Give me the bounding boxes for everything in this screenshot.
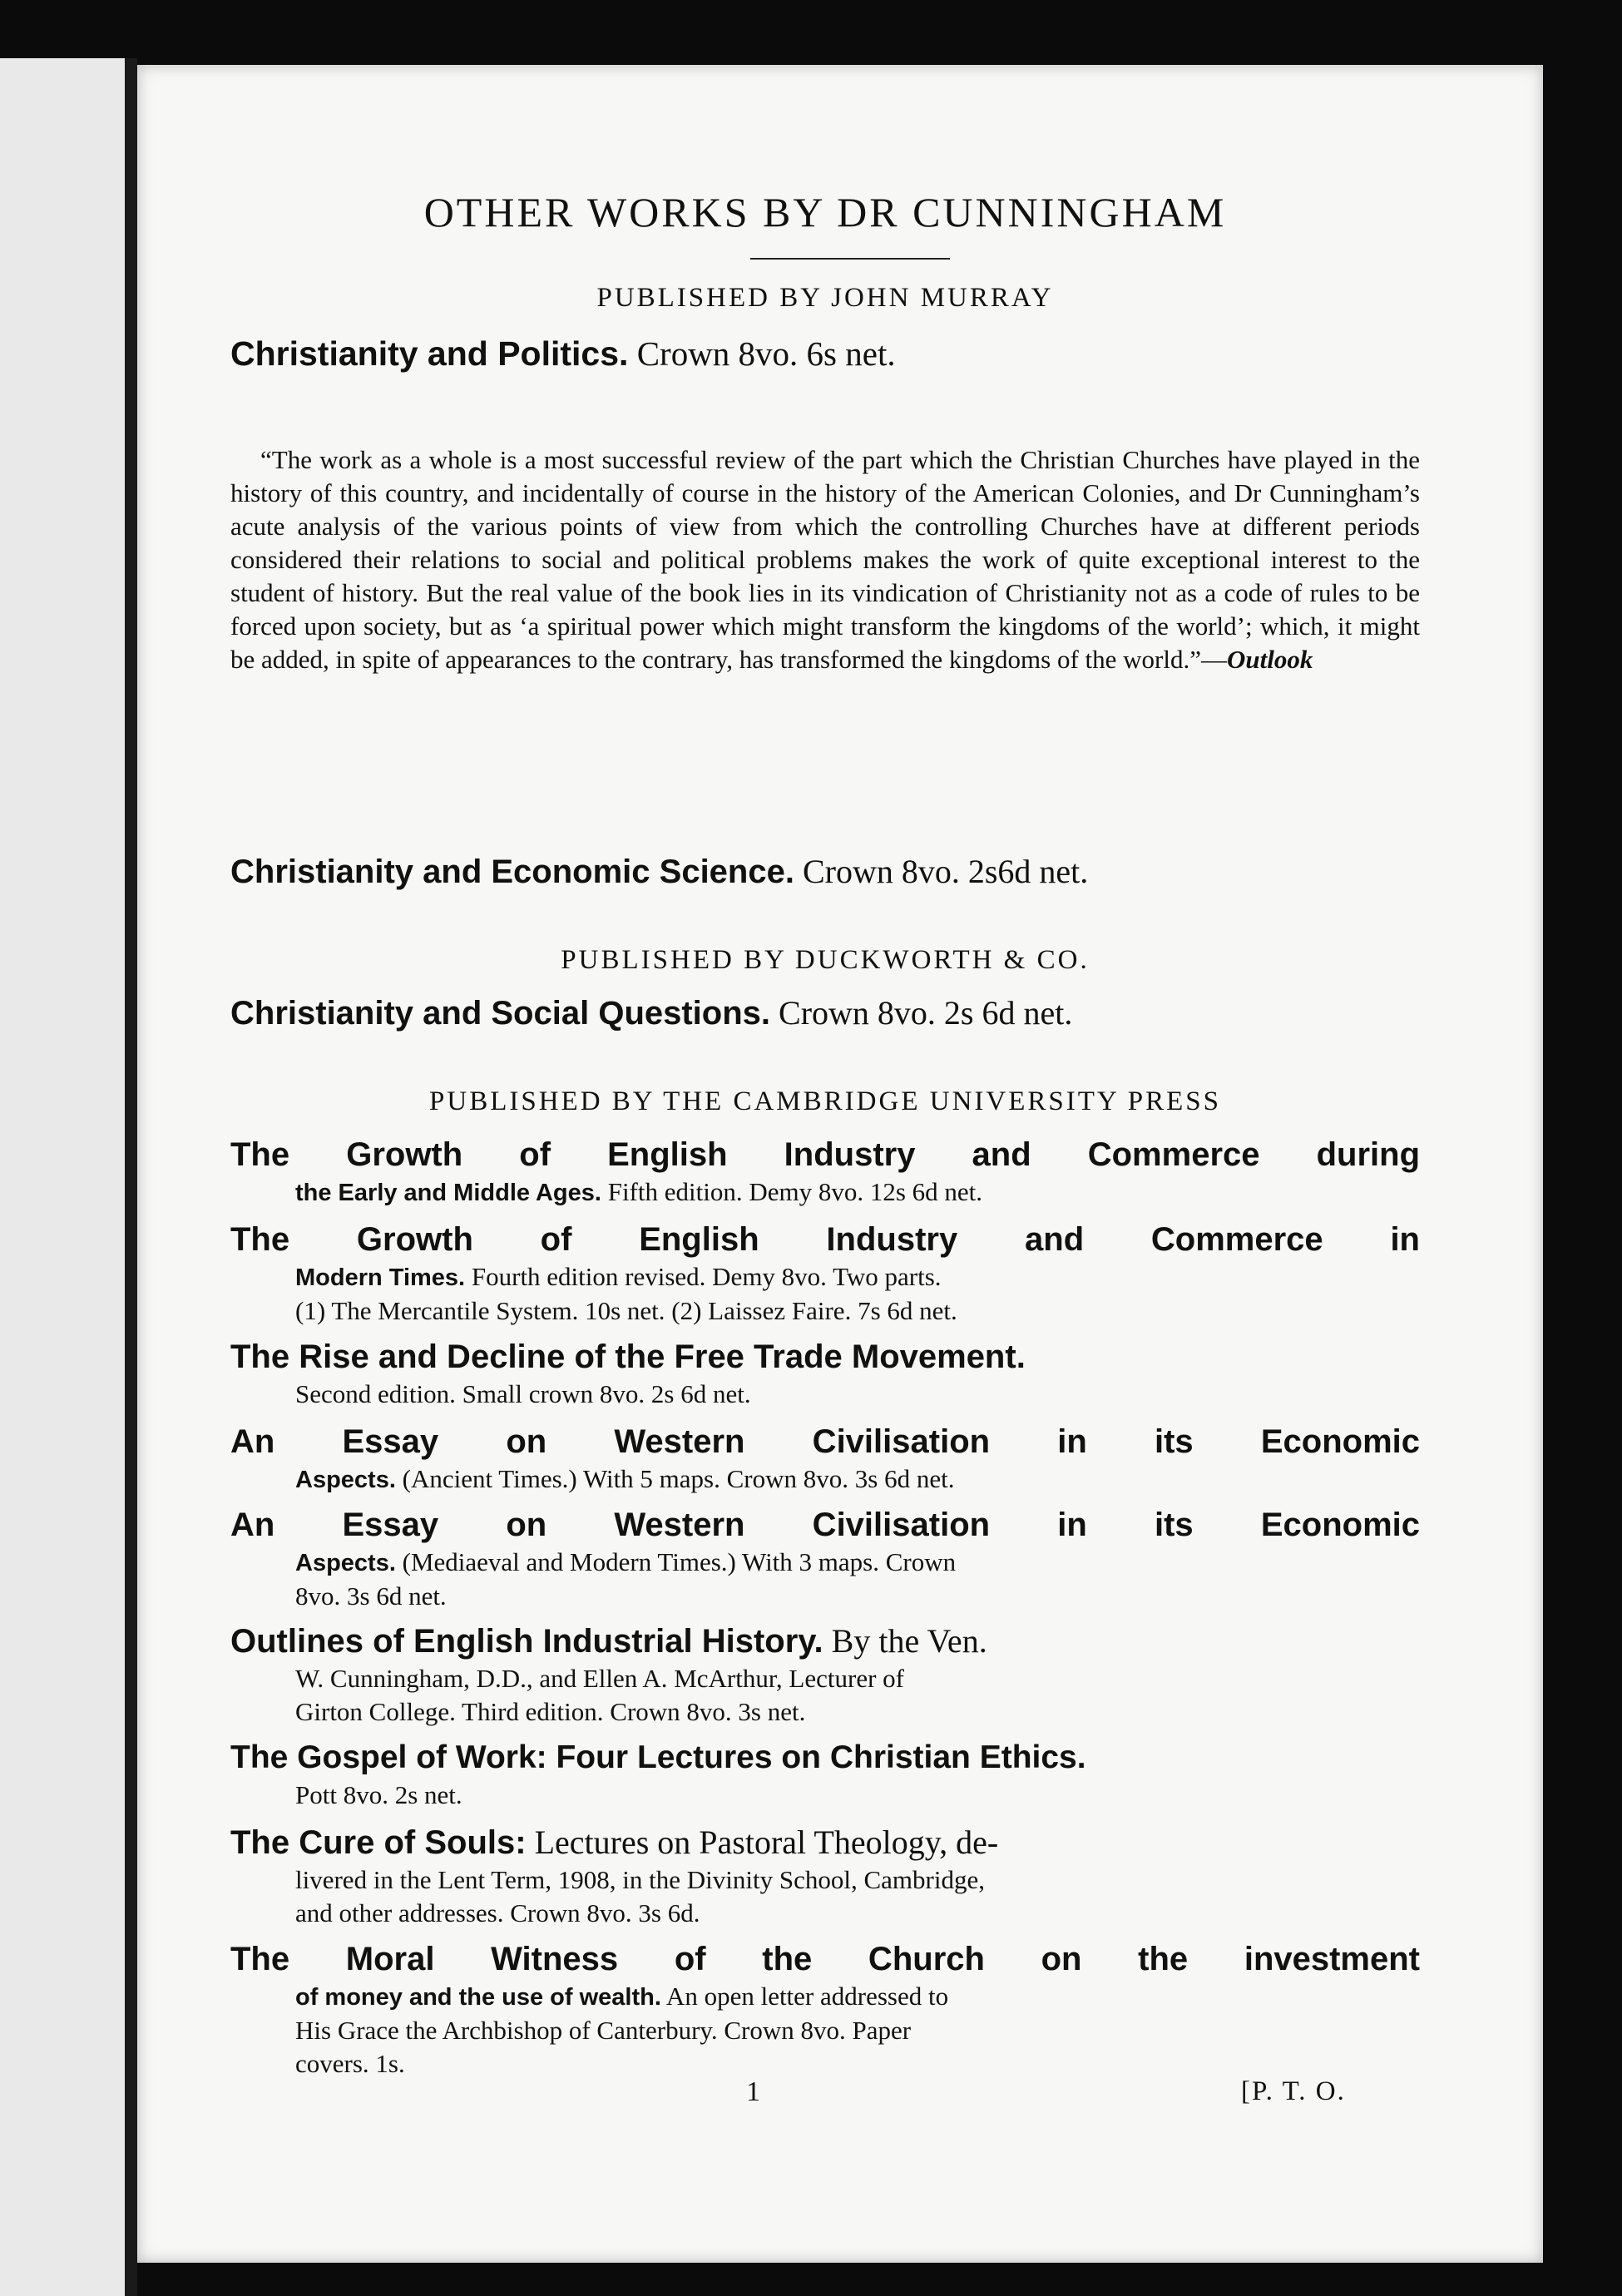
- publisher-duckworth: PUBLISHED BY DUCKWORTH & CO.: [561, 945, 1090, 975]
- entry-essay-ancient-times: [230, 1421, 1420, 1497]
- entry-details-line2: and other addresses. Crown 8vo. 3s 6d.: [295, 1898, 700, 1927]
- entry-details-line3: covers. 1s.: [295, 2049, 405, 2078]
- entry-details: Pott 8vo. 2s net.: [295, 1780, 462, 1809]
- entry-title: An Essay on Western Civilisation in its Economic: [230, 1507, 1420, 1543]
- publisher-john-murray: PUBLISHED BY JOHN MURRAY: [596, 283, 1054, 313]
- entry-details: By the Ven.: [823, 1622, 987, 1660]
- entry-growth-modern-times: [230, 1219, 1420, 1328]
- entry-subtitle: of money and the use of wealth.: [295, 1984, 661, 2011]
- entry-moral-witness: [230, 1938, 1420, 2081]
- entry-title: The Moral Witness of the Church on the investment: [230, 1941, 1420, 1977]
- entry-details: An open letter addressed to: [660, 1982, 949, 2011]
- entry-outlines-industrial-history: [230, 1621, 1420, 1729]
- entry-details: Crown 8vo. 2s 6d net.: [770, 994, 1073, 1032]
- entry-free-trade-movement: [230, 1336, 1420, 1411]
- entry-essay-mediaeval-modern: [230, 1504, 1420, 1613]
- entry-title: The Cure of Souls:: [230, 1824, 527, 1861]
- quote-text: “The work as a whole is a most successful review of the part which the Christian Churches have played in the history of this country, and incidentally of course in the history of the American Colonies, and Dr Cunningham’s acute analysis of the various points of view from which the controlling Churches have at different periods considered their relations to social and political problems makes the work of quite exceptional interest to the student of history. But the real value of the book lies in its vindication of Christianity not as a code of rules to be forced upon society, but as ‘a spiritual power which might transform the kingdoms of the world’; which, it might be added, in spite of appearances to the contrary, has transformed the kingdoms of the world.”—: [230, 445, 1420, 674]
- entry-details: (Mediaeval and Modern Times.) With 3 maps. Crown: [395, 1547, 957, 1576]
- entry-christianity-and-politics: [230, 333, 1420, 374]
- entry-christianity-and-economic-science: [230, 851, 1420, 893]
- entry-details: Second edition. Small crown 8vo. 2s 6d net.: [295, 1379, 751, 1408]
- entry-title: Christianity and Social Questions.: [230, 995, 771, 1032]
- entry-details: Crown 8vo. 6s net.: [628, 334, 896, 373]
- entry-details-line2: Girton College. Third edition. Crown 8vo. 3s net.: [295, 1697, 806, 1726]
- adjacent-page-edge: [0, 58, 125, 2296]
- entry-details-line1: W. Cunningham, D.D., and Ellen A. McArthur, Lecturer of: [295, 1664, 904, 1693]
- entry-details-line2: His Grace the Archbishop of Canterbury. Crown 8vo. Paper: [295, 2016, 912, 2045]
- entry-title: Christianity and Politics.: [230, 334, 629, 373]
- heading-rule: [750, 258, 950, 260]
- entry-details: (Ancient Times.) With 5 maps. Crown 8vo. 3s 6d net.: [395, 1464, 955, 1493]
- entry-details: Fifth edition. Demy 8vo. 12s 6d net.: [601, 1177, 983, 1206]
- book-page: [137, 65, 1543, 2263]
- entry-christianity-and-social-questions: [230, 992, 1420, 1034]
- page-heading: OTHER WORKS BY DR CUNNINGHAM: [423, 189, 1227, 235]
- entry-subtitle: Aspects.: [295, 1550, 396, 1576]
- entry-details-line1: livered in the Lent Term, 1908, in the Divinity School, Cambridge,: [295, 1865, 985, 1894]
- please-turn-over: [P. T. O.: [1241, 2076, 1346, 2106]
- entry-gospel-of-work: [230, 1737, 1420, 1812]
- entry-title: An Essay on Western Civilisation in its Economic: [230, 1423, 1420, 1460]
- quote-source: Outlook: [1227, 645, 1313, 674]
- entry-subtitle: Aspects.: [295, 1467, 396, 1493]
- book-gutter: [125, 58, 137, 2296]
- review-quote: [230, 443, 1420, 676]
- entry-subtitle: Modern Times.: [295, 1264, 466, 1291]
- entry-details-line2: (1) The Mercantile System. 10s net. (2) Laissez Faire. 7s 6d net.: [295, 1296, 957, 1325]
- entry-details: Crown 8vo. 2s6d net.: [794, 853, 1089, 890]
- entry-title: Outlines of English Industrial History.: [230, 1623, 823, 1660]
- publisher-cambridge-university-press: PUBLISHED BY THE CAMBRIDGE UNIVERSITY PRESS: [429, 1086, 1221, 1116]
- entry-title: The Gospel of Work: Four Lectures on Christian Ethics.: [230, 1739, 1086, 1775]
- entry-title: The Growth of English Industry and Commerce during: [230, 1136, 1420, 1173]
- entry-subtitle: the Early and Middle Ages.: [295, 1180, 601, 1206]
- entry-details-line2: 8vo. 3s 6d net.: [295, 1581, 447, 1611]
- page-number: 1: [746, 2076, 760, 2107]
- entry-title: Christianity and Economic Science.: [230, 854, 794, 890]
- entry-details: Fourth edition revised. Demy 8vo. Two parts.: [465, 1262, 942, 1291]
- entry-title: The Growth of English Industry and Commerce in: [230, 1221, 1420, 1258]
- entry-cure-of-souls: [230, 1822, 1420, 1930]
- entry-growth-early-middle-ages: [230, 1134, 1420, 1210]
- entry-details: Lectures on Pastoral Theology, de-: [526, 1823, 999, 1861]
- entry-title: The Rise and Decline of the Free Trade Movement.: [230, 1339, 1026, 1375]
